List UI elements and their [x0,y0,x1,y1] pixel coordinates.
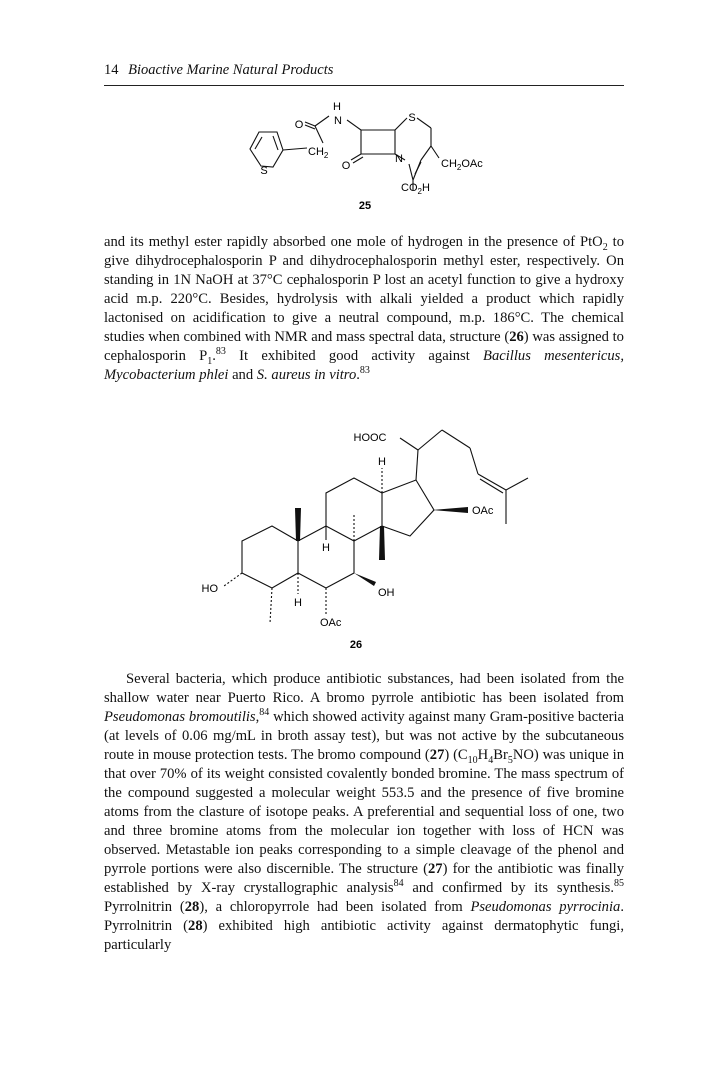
p1-compound-ref: 26 [509,329,524,345]
p1-t4: . [212,348,216,364]
paragraph-1-text [104,233,624,385]
p1-t2: to give dihydrocephalosporin P and dihydrocephalosporin methyl ester, respectively. On standing in 1N NaOH at 37°C cephalosporin P lost an acetyl function to give a hydroxy acid m.p. 220°C. Besides, hydrolysis with alkali yielded a product which rapidly lactonised on acidification to give a neutral compound, m.p. 186°C. The chemical studies when combined with NMR and mass spectral data, structure ( [104,234,625,345]
c26-h-top-label: H [378,456,386,468]
p1-t6: and [228,367,257,383]
c25-n1-label: N [334,115,342,127]
p2-species-1: Pseudomonas bromoutilis [104,709,256,725]
c25-ch2oac-a: CH [441,158,457,170]
p2-compound-ref-3: 28 [184,899,200,915]
c25-ch2oac-label [441,158,483,172]
p2-t8: ) for the antibiotic was finally established by X-ray crystallographic analysis [104,861,624,896]
p2-citation-3: 85 [614,878,624,890]
c25-co2h-label [401,182,430,196]
c25-ch2oac-b: OAc [461,158,483,170]
structure-25 [225,96,515,214]
c25-o1-label: O [294,119,304,131]
p2-citation-2: 84 [393,878,404,890]
c25-co2h-a: CO [401,182,418,194]
page-number: 14 [104,62,119,78]
c26-oh-label: OH [378,587,395,599]
p2-t10: Pyrrolnitrin ( [104,899,185,915]
c25-compound-number: 25 [358,200,372,212]
p1-species-1: Bacillus mesentericus, Mycobacterium phlei [104,348,624,383]
p2-citation-1: 84 [259,707,270,719]
p1-sub1: 2 [602,241,608,253]
p2-t9: and confirmed by its synthesis. [403,880,614,896]
p2-t12: . Pyrrolnitrin ( [104,899,624,934]
p1-t5: It exhibited good activity against [225,348,484,364]
p2-compound-ref-1: 27 [429,747,445,763]
p2-species-2: Pseudomonas pyrrocinia [470,899,621,915]
p1-citation-1: 83 [215,346,226,358]
p2-sub-1: 10 [467,754,478,766]
c25-h-label: H [333,101,341,113]
running-head [104,62,624,79]
p2-t4: ) (C [444,747,468,763]
c26-oac1-label: OAc [472,505,494,517]
c26-h-low-label: H [294,597,302,609]
paragraph-2-text [104,670,624,955]
c26-compound-number: 26 [349,639,363,651]
paragraph-2 [104,670,624,955]
structure-26-drawing [190,418,540,656]
c25-ch2-sub: 2 [323,151,329,160]
c25-co2h-b: H [421,182,430,194]
p2-t6: Br [493,747,508,763]
c25-ch2-label [308,146,329,160]
c26-h-mid-label: H [322,542,330,554]
p1-t3: ) was assigned to cephalosporin P [104,329,624,364]
p2-t2: , [255,709,260,725]
p2-t5: H [477,747,489,763]
p1-t7: . [356,367,360,383]
c25-thiophene-s-label: S [260,165,268,177]
c25-co2h-sub: 2 [417,187,422,196]
c25-ch2-main: CH [308,146,324,158]
running-title: Bioactive Marine Natural Products [128,62,334,78]
p1-t1: and its methyl ester rapidly absorbed one mole of hydrogen in the presence of PtO [104,234,603,250]
p1-citation-2: 83 [359,365,370,377]
p2-compound-ref-4: 28 [188,918,203,934]
p2-sub-2: 4 [488,754,494,766]
c25-s2-label: S [408,112,416,124]
p2-t3: which showed activity against many Gram-positive bacteria (at levels of 0.06 mg/mL in broth assay test), but was not active by the subcutaneous route in mouse protection tests. The bromo compound ( [104,709,625,763]
c26-ho-label: HO [201,583,218,595]
c25-n2-label: N [395,153,403,165]
p2-t1: Several bacteria, which produce antibiotic substances, had been isolated from the shallow water near Puerto Rico. A bromo pyrrole antibiotic has been isolated from [104,671,624,706]
p2-sub-3: 5 [507,754,513,766]
p2-t7: NO) was unique in that over 70% of its weight consisted covalently bonded bromine. The mass spectrum of the compound suggested a molecular weight 553.5 and the presence of five bromine atoms from the clasture of isotope peaks. A preferential and sequential loss of one, two and three bromine atoms from the molecular ion together with loss of HCN was observed. Metastable ion peaks corresponding to a simple cleavage of the phenol and pyrrole portions were also discernible. The structure ( [104,747,624,877]
p1-species-2: S. aureus in vitro [256,367,357,383]
p2-compound-ref-2: 27 [427,861,443,877]
c25-o2-label: O [341,160,351,172]
p2-t11: ), a chloropyrrole had been isolated from [199,899,471,915]
c26-hooc-label: HOOC [353,432,387,444]
c25-ch2oac-sub: 2 [456,163,462,172]
p1-sub2: 1 [207,355,213,367]
p2-t13: ) exhibited high antibiotic activity against dermatophytic fungi, particularly [104,918,624,953]
structure-25-drawing [225,96,515,214]
structure-26 [190,418,540,656]
c26-oac2-label: OAc [320,617,342,629]
header-rule [104,85,624,86]
paragraph-1 [104,233,624,385]
